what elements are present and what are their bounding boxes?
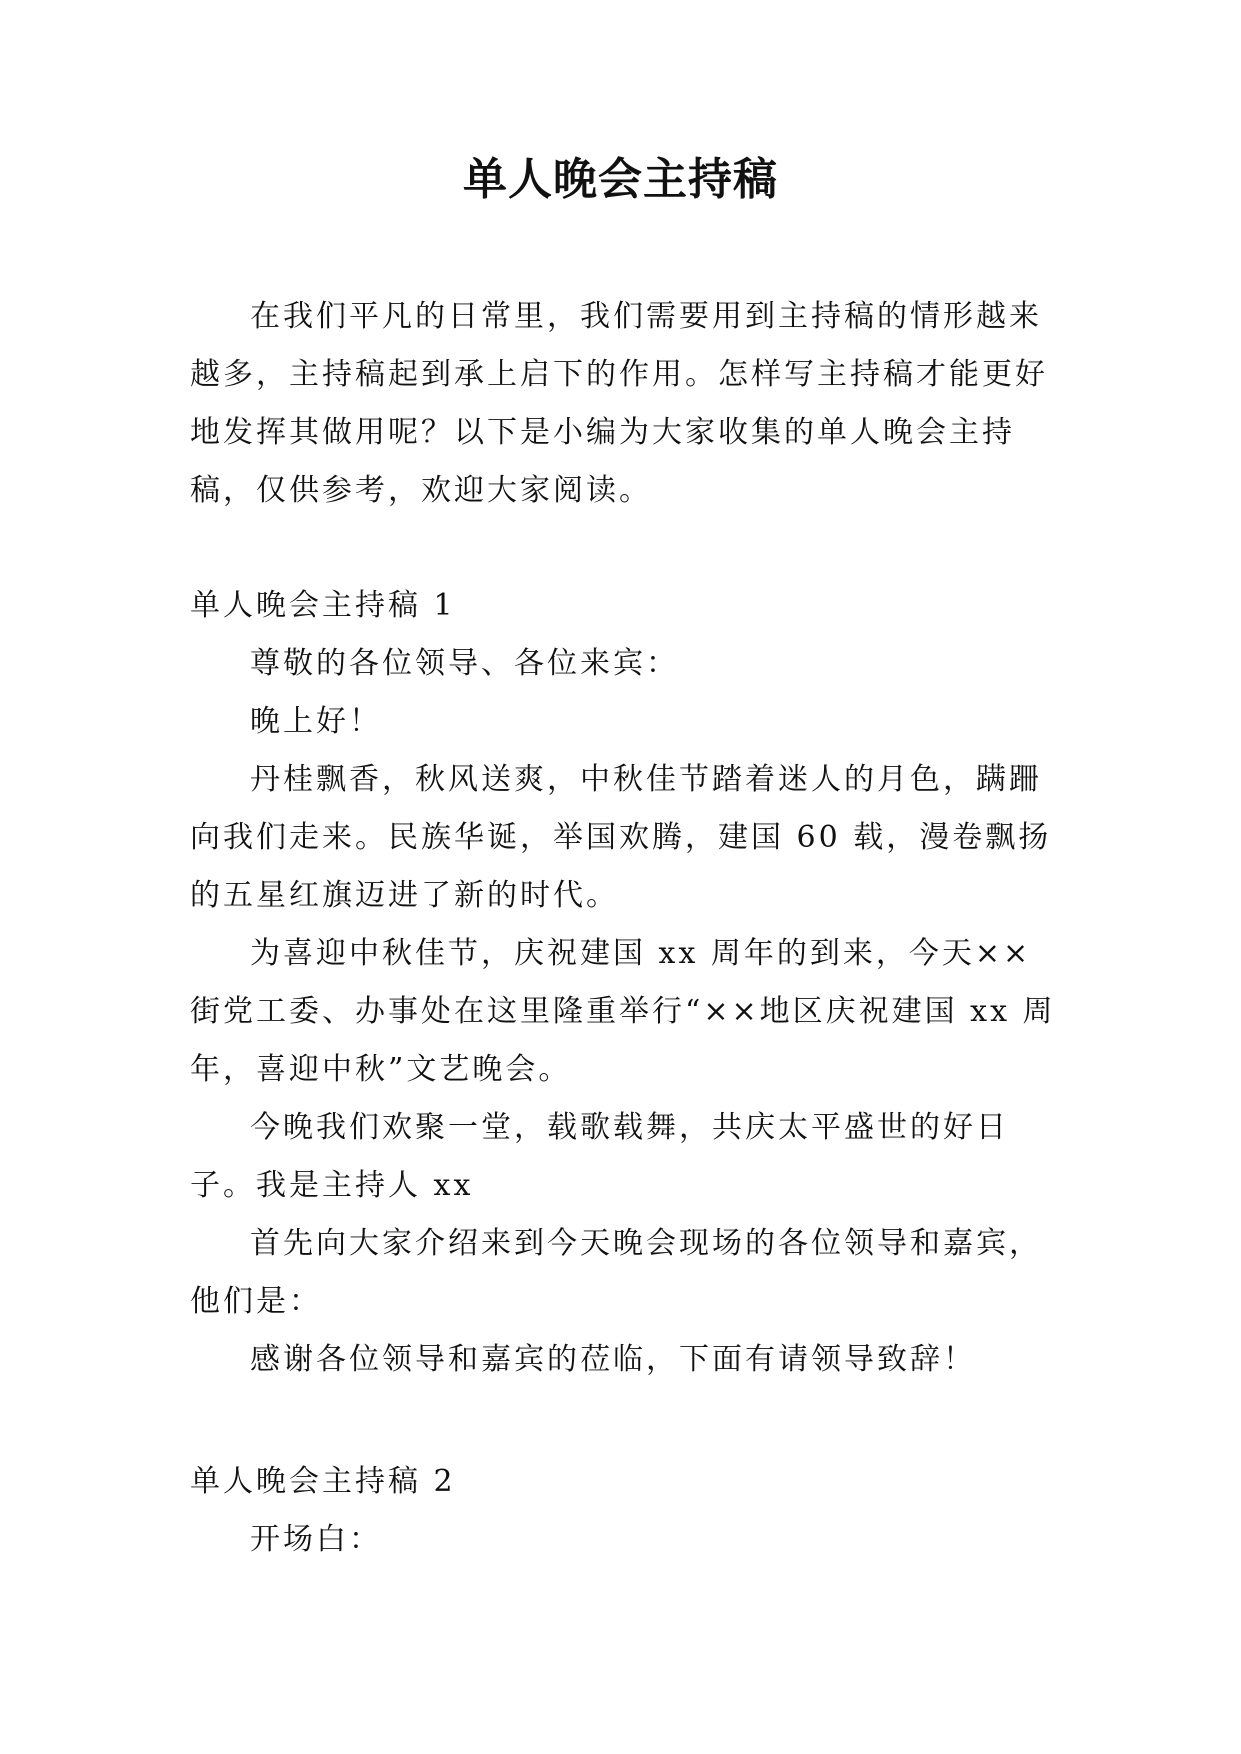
section-1-paragraph: 为喜迎中秋佳节，庆祝建国 xx 周年的到来，今天××街党工委、办事处在这里隆重举行“××地区庆祝建国 xx 周年，喜迎中秋”文艺晚会。	[190, 936, 1056, 1087]
section-1-paragraph: 首先向大家介绍来到今天晚会现场的各位领导和嘉宾，他们是：	[190, 1226, 1042, 1319]
section-1-paragraph: 丹桂飘香，秋风送爽，中秋佳节踏着迷人的月色，蹒跚向我们走来。民族华诞，举国欢腾，建国 60 载，漫卷飘扬的五星红旗迈进了新的时代。	[190, 762, 1052, 913]
section-1-salutation: 尊敬的各位领导、各位来宾：	[250, 646, 679, 681]
intro-block	[190, 288, 1056, 520]
section-1-heading: 单人晚会主持稿 1	[190, 588, 456, 623]
section-1-paragraph: 感谢各位领导和嘉宾的莅临，下面有请领导致辞！	[250, 1342, 976, 1377]
section-2-paragraph: 开场白：	[250, 1522, 382, 1557]
section-1-paragraph: 今晚我们欢聚一堂，载歌载舞，共庆太平盛世的好日子。我是主持人 xx	[190, 1110, 1009, 1203]
section-2-heading: 单人晚会主持稿 2	[190, 1464, 456, 1499]
section-1	[190, 577, 1056, 1389]
document-title: 单人晚会主持稿	[463, 154, 778, 205]
intro-paragraph: 在我们平凡的日常里，我们需要用到主持稿的情形越来越多，主持稿起到承上启下的作用。怎样写主持稿才能更好地发挥其做用呢？以下是小编为大家收集的单人晚会主持稿，仅供参考，欢迎大家阅读。	[190, 299, 1048, 508]
section-2	[190, 1453, 1056, 1569]
section-1-greeting: 晚上好！	[250, 704, 382, 739]
